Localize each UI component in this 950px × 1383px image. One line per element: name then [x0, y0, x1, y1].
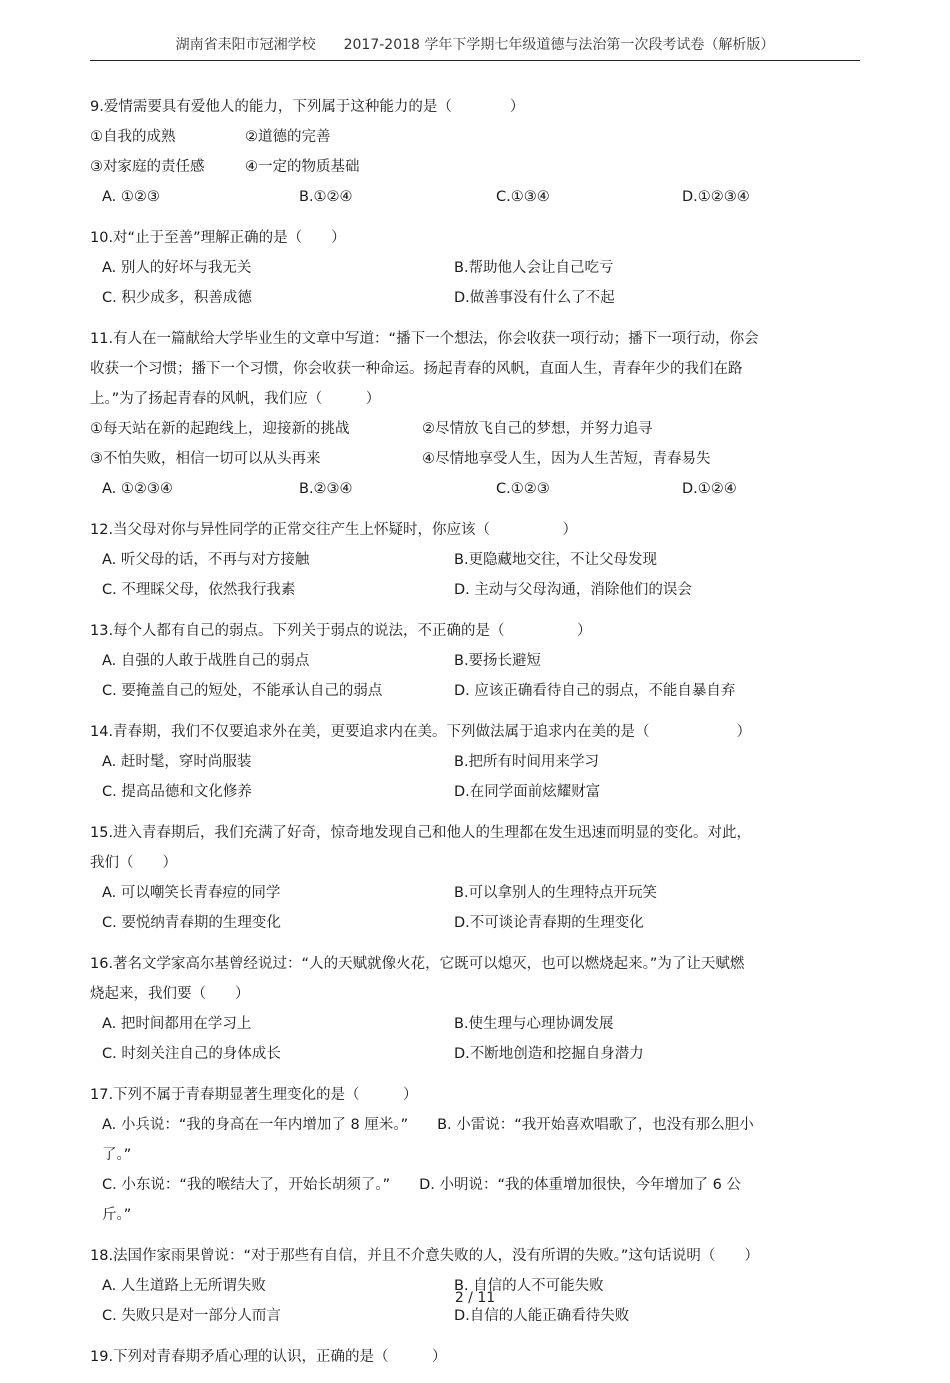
option-line: 了。” — [102, 1147, 132, 1163]
question-10 — [90, 223, 860, 313]
option-D[interactable]: D. 应该正确看待自己的弱点，不能自暴自弃 — [454, 683, 736, 699]
statement-item: ②道德的完善 — [245, 129, 331, 145]
option-C[interactable]: C. 要掩盖自己的短处，不能承认自己的弱点 — [102, 683, 383, 699]
question-14 — [90, 717, 860, 807]
option-A[interactable]: A. ①②③④ — [102, 481, 173, 497]
option-list — [90, 474, 860, 504]
option-A[interactable]: A. 赶时髦，穿时尚服装 — [102, 754, 252, 770]
option-line: 斤。” — [102, 1207, 132, 1223]
question-stem: 烧起来，我们要（ ） — [90, 986, 250, 1002]
statement-item: ③对家庭的责任感 — [90, 159, 205, 175]
page-header: 湖南省耒阳市冠湘学校 2017-2018 学年下学期七年级道德与法治第一次段考试卷（解析版） — [175, 37, 775, 53]
option-A[interactable]: A. 听父母的话，不再与对方接触 — [102, 552, 310, 568]
question-17 — [90, 1080, 860, 1230]
option-D[interactable]: D. 主动与父母沟通，消除他们的误会 — [454, 582, 692, 598]
question-stem: 11.有人在一篇献给大学毕业生的文章中写道：“播下一个想法，你会收获一项行动；播下一项行动，你会 — [90, 331, 759, 347]
question-stem: 我们（ ） — [90, 855, 177, 871]
option-list — [90, 747, 860, 807]
page-number: 2 / 11 — [454, 1290, 496, 1306]
question-list — [90, 92, 860, 1383]
question-stem: 15.进入青春期后，我们充满了好奇，惊奇地发现自己和他人的生理都在发生迅速而明显的变化。对此， — [90, 825, 752, 841]
option-B[interactable]: B.要扬长避短 — [454, 653, 542, 669]
statement-item: ④尽情地享受人生，因为人生苦短，青春易失 — [422, 451, 711, 467]
option-list — [90, 545, 860, 605]
option-B[interactable]: B.①②④ — [299, 189, 353, 205]
option-list — [90, 646, 860, 706]
question-stem: 18.法国作家雨果曾说：“对于那些有自信，并且不介意失败的人，没有所谓的失败。”这句话说明（ ） — [90, 1248, 759, 1264]
statement-item: ③不怕失败，相信一切可以从头再来 — [90, 451, 321, 467]
option-C[interactable]: C. 要悦纳青春期的生理变化 — [102, 915, 281, 931]
option-D[interactable]: D.在同学面前炫耀财富 — [454, 784, 601, 800]
option-C[interactable]: C. 不理睬父母，依然我行我素 — [102, 582, 296, 598]
option-A[interactable]: A. 别人的好坏与我无关 — [102, 260, 252, 276]
option-A[interactable]: A. 自强的人敢于战胜自己的弱点 — [102, 653, 310, 669]
option-B[interactable]: B.把所有时间用来学习 — [454, 754, 600, 770]
question-stem: 上。”为了扬起青春的风帆，我们应（ ） — [90, 391, 381, 407]
question-12 — [90, 515, 860, 605]
question-stem: 19.下列对青春期矛盾心理的认识，正确的是（ ） — [90, 1349, 447, 1365]
option-C[interactable]: C.①②③ — [496, 481, 550, 497]
option-D[interactable]: D.①②④ — [682, 481, 737, 497]
question-stem: 13.每个人都有自己的弱点。下列关于弱点的说法，不正确的是（ ） — [90, 623, 592, 639]
option-line: A. 小兵说：“我的身高在一年内增加了 8 厘米。” B. 小雷说：“我开始喜欢唱歌了，也没有那么胆小 — [102, 1117, 754, 1133]
statement-list — [90, 122, 860, 182]
option-D[interactable]: D.不可谈论青春期的生理变化 — [454, 915, 644, 931]
statement-item: ①每天站在新的起跑线上，迎接新的挑战 — [90, 421, 350, 437]
question-18 — [90, 1241, 860, 1331]
option-D[interactable]: D.①②③④ — [682, 189, 750, 205]
question-16 — [90, 949, 860, 1069]
question-11 — [90, 324, 860, 504]
question-stem: 16.著名文学家高尔基曾经说过：“人的天赋就像火花，它既可以熄灭，也可以燃烧起来。”为了让天赋燃 — [90, 956, 745, 972]
option-A[interactable]: A. 把时间都用在学习上 — [102, 1016, 252, 1032]
option-list — [90, 182, 860, 212]
option-C[interactable]: C. 失败只是对一部分人而言 — [102, 1308, 281, 1324]
option-B[interactable]: B.帮助他人会让自己吃亏 — [454, 260, 614, 276]
question-19 — [90, 1342, 860, 1372]
option-C[interactable]: C. 提高品德和文化修养 — [102, 784, 252, 800]
question-15 — [90, 818, 860, 938]
option-B[interactable]: B.可以拿别人的生理特点开玩笑 — [454, 885, 658, 901]
statement-item: ②尽情放飞自己的梦想，并努力追寻 — [422, 421, 653, 437]
statement-list — [90, 414, 860, 474]
option-line: C. 小东说：“我的喉结大了，开始长胡须了。” D. 小明说：“我的体重增加很快，今年增加了 6 公 — [102, 1177, 741, 1193]
header-divider — [90, 60, 860, 61]
option-A[interactable]: A. 可以嘲笑长青春痘的同学 — [102, 885, 281, 901]
option-D[interactable]: D.不断地创造和挖掘自身潜力 — [454, 1046, 644, 1062]
question-stem: 17.下列不属于青春期显著生理变化的是（ ） — [90, 1087, 418, 1103]
statement-item: ④一定的物质基础 — [245, 159, 360, 175]
question-9 — [90, 92, 860, 212]
option-list — [90, 253, 860, 313]
question-stem: 9.爱情需要具有爱他人的能力，下列属于这种能力的是（ ） — [90, 99, 525, 115]
option-A[interactable]: A. 人生道路上无所谓失败 — [102, 1278, 266, 1294]
question-stem: 14.青春期，我们不仅要追求外在美，更要追求内在美。下列做法属于追求内在美的是（ ） — [90, 724, 752, 740]
option-D[interactable]: D.自信的人能正确看待失败 — [454, 1308, 630, 1324]
option-C[interactable]: C.①③④ — [496, 189, 550, 205]
option-C[interactable]: C. 积少成多，积善成德 — [102, 290, 252, 306]
option-list — [90, 1009, 860, 1069]
question-stem: 收获一个习惯；播下一个习惯，你会收获一种命运。扬起青春的风帆，直面人生，青春年少的我们在路 — [90, 361, 743, 377]
question-stem: 10.对“止于至善”理解正确的是（ ） — [90, 230, 346, 246]
option-C[interactable]: C. 时刻关注自己的身体成长 — [102, 1046, 281, 1062]
option-list — [90, 878, 860, 938]
option-B[interactable]: B.使生理与心理协调发展 — [454, 1016, 614, 1032]
option-A[interactable]: A. ①②③ — [102, 189, 160, 205]
statement-item: ①自我的成熟 — [90, 129, 176, 145]
option-D[interactable]: D.做善事没有什么了不起 — [454, 290, 615, 306]
option-B[interactable]: B. 自信的人不可能失败 — [454, 1278, 604, 1294]
question-13 — [90, 616, 860, 706]
option-B[interactable]: B.更隐藏地交往，不让父母发现 — [454, 552, 658, 568]
question-stem: 12.当父母对你与异性同学的正常交往产生上怀疑时，你应该（ ） — [90, 522, 578, 538]
option-B[interactable]: B.②③④ — [299, 481, 353, 497]
